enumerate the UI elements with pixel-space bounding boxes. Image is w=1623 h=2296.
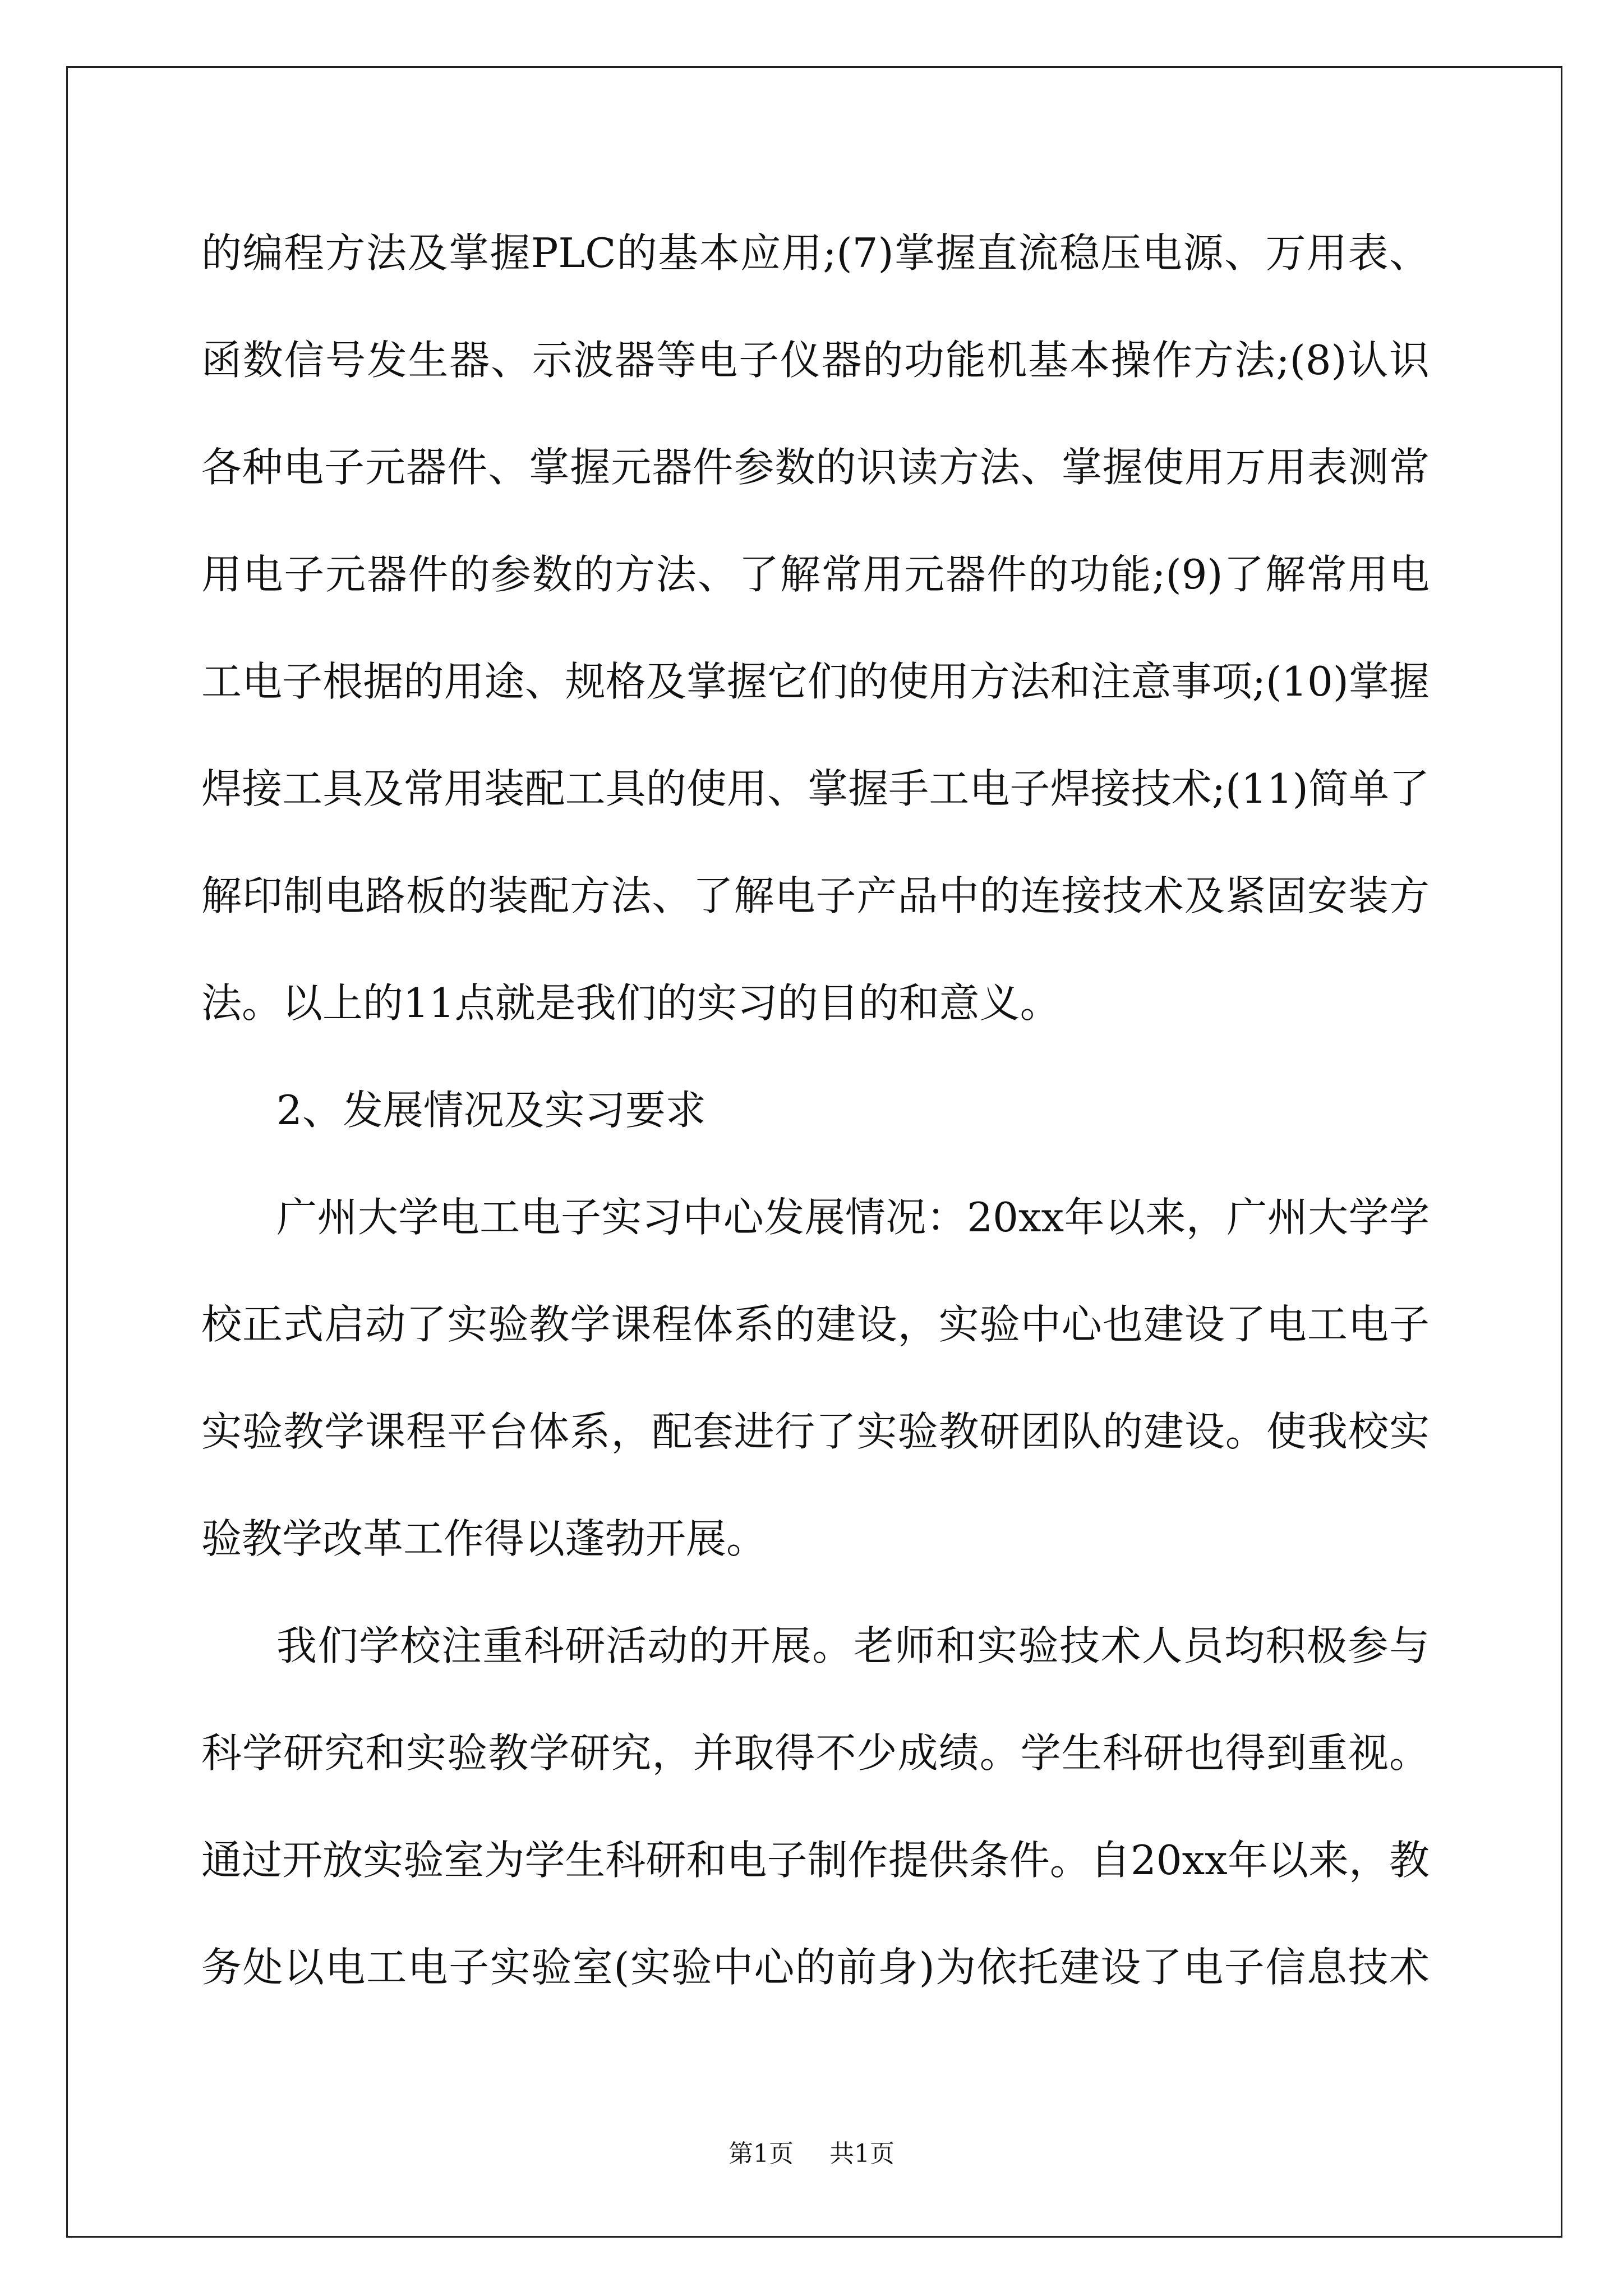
text-line: 焊接工具及常用装配工具的使用、掌握手工电子焊接技术;(11)简单了 bbox=[201, 765, 1430, 812]
text-line: 用电子元器件的参数的方法、了解常用元器件的功能;(9)了解常用电 bbox=[201, 551, 1430, 598]
text-line: 解印制电路板的装配方法、了解电子产品中的连接技术及紧固安装方 bbox=[201, 872, 1430, 919]
text-line: 科学研究和实验教学研究，并取得不少成绩。学生科研也得到重视。 bbox=[201, 1729, 1430, 1777]
text-line: 校正式启动了实验教学课程体系的建设，实验中心也建设了电工电子 bbox=[201, 1301, 1430, 1348]
text-line: 法。以上的11点就是我们的实习的目的和意义。 bbox=[201, 979, 1061, 1027]
section-heading bbox=[201, 1057, 1430, 1164]
text-line: 各种电子元器件、掌握元器件参数的识读方法、掌握使用万用表测常 bbox=[201, 444, 1430, 491]
text-line: 广州大学电工电子实习中心发展情况：20xx年以来，广州大学学 bbox=[276, 1194, 1430, 1241]
text-line: 实验教学课程平台体系，配套进行了实验教研团队的建设。使我校实 bbox=[201, 1408, 1430, 1455]
text-line: 验教学改革工作得以蓬勃开展。 bbox=[201, 1515, 767, 1562]
paragraph bbox=[201, 200, 1430, 1057]
document-body bbox=[201, 200, 1430, 2021]
text-line: 的编程方法及掌握PLC的基本应用;(7)掌握直流稳压电源、万用表、 bbox=[201, 229, 1430, 277]
page-total: 共1页 bbox=[829, 2139, 895, 2168]
text-line: 务处以电工电子实验室(实验中心的前身)为依托建设了电子信息技术 bbox=[201, 1944, 1430, 1991]
paragraph bbox=[201, 1593, 1430, 2021]
heading-line: 2、发展情况及实习要求 bbox=[276, 1087, 706, 1134]
text-line: 函数信号发生器、示波器等电子仪器的功能机基本操作方法;(8)认识 bbox=[201, 337, 1430, 384]
page-number: 第1页 bbox=[728, 2139, 794, 2168]
text-line: 工电子根据的用途、规格及掌握它们的使用方法和注意事项;(10)掌握 bbox=[201, 658, 1430, 705]
text-line: 我们学校注重科研活动的开展。老师和实验技术人员均积极参与 bbox=[276, 1622, 1430, 1669]
text-line: 通过开放实验室为学生科研和电子制作提供条件。自20xx年以来，教 bbox=[201, 1837, 1430, 1884]
paragraph bbox=[201, 1164, 1430, 1593]
page-footer bbox=[0, 2138, 1623, 2170]
